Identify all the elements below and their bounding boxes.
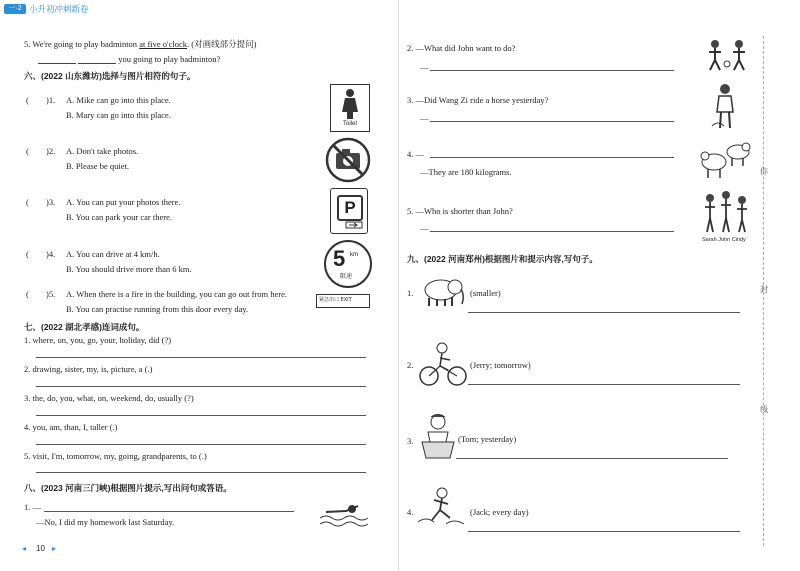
section-6-title: 六、(2022 山东潍坊)选择与图片相符的句子。 (24, 71, 196, 81)
two-kids-playing-image (703, 38, 753, 74)
q5-prev-question: 5. We're going to play badminton at five o'clock. (对画线部分提问) (24, 39, 257, 49)
option-b: B. You can practise running from this door every day. (66, 304, 249, 314)
header-title: 小升初冲刺新卷 (29, 5, 89, 15)
sec9-hint-1: (smaller) (470, 288, 501, 298)
sec7-item-5: 5. visit, I'm, tomorrow, my, going, grandparents, to (.) (24, 451, 207, 461)
paren-open: ( (26, 249, 29, 259)
answer-line[interactable] (36, 415, 366, 416)
boy-running-image (416, 486, 466, 526)
sec8-a2: — (420, 62, 429, 72)
sec8-q1: 1. — (24, 502, 41, 512)
answer-blank[interactable] (38, 54, 76, 64)
sec9-hint-2: (Jerry; tomorrow) (470, 360, 531, 370)
exit-sign-label: 紧急出口 EXIT (319, 297, 352, 303)
answer-line[interactable] (468, 384, 740, 385)
sec8-a5: — (420, 223, 429, 233)
option-b: B. You should drive more than 6 km. (66, 264, 192, 274)
sec8-q3: 3. —Did Wang Zi ride a horse yesterday? (407, 95, 549, 105)
sec8-q5: 5. —Who is shorter than John? (407, 206, 513, 216)
elephant-image (419, 276, 467, 308)
side-char-3: 线 (760, 405, 768, 414)
sec7-item-4: 4. you, am, than, I, taller (.) (24, 422, 118, 432)
answer-line[interactable] (44, 511, 294, 512)
exit-sign-image (316, 294, 370, 308)
q5-prev-answer: you going to play badminton? (38, 54, 220, 64)
sec9-num-2: 2. (407, 360, 414, 370)
option-a: A. Mike can go into this place. (66, 95, 171, 105)
parking-sign-image (330, 188, 368, 234)
paren-open: ( (26, 95, 29, 105)
page-number: 10 (36, 544, 45, 553)
sec7-item-3: 3. the, do, you, what, on, weekend, do, usually (?) (24, 393, 194, 403)
answer-blank[interactable] (78, 54, 116, 64)
woman-figure-icon (331, 85, 369, 121)
speed-limit-sub: 限速 (340, 273, 353, 280)
answer-line[interactable] (36, 386, 366, 387)
answer-line[interactable] (36, 472, 366, 473)
answer-line[interactable] (430, 231, 674, 232)
option-b: B. Please be quiet. (66, 161, 130, 171)
side-char-2: 封 (760, 285, 768, 294)
side-char-1: 你 (760, 167, 768, 176)
option-b: B. Mary can go into this place. (66, 110, 171, 120)
next-page-icon[interactable]: ▸ (52, 544, 57, 553)
toilet-label: Toilet (342, 121, 357, 127)
label-john: John (718, 237, 731, 243)
sec8-q2: 2. —What did John want to do? (407, 43, 516, 53)
item-number: )5. (46, 289, 56, 299)
people-labels (702, 237, 746, 243)
speed-limit-unit: km (350, 252, 358, 258)
item-number: )2. (46, 146, 56, 156)
label-cindy: Cindy (731, 237, 746, 243)
item-number: )1. (46, 95, 56, 105)
answer-line[interactable] (468, 312, 740, 313)
sheep-image (698, 138, 752, 182)
sec9-hint-3: (Tom; yesterday) (458, 434, 517, 444)
sec8-a3: — (420, 113, 429, 123)
option-a: A. Don't take photos. (66, 146, 139, 156)
sec7-item-2: 2. drawing, sister, my, is, picture, a (.) (24, 364, 153, 374)
item-number: )4. (46, 249, 56, 259)
girl-with-horse-image (708, 82, 742, 132)
no-photo-sign-icon (325, 137, 371, 183)
item-number: )3. (46, 197, 56, 207)
section-7-title: 七、(2022 湖北孝感)连词成句。 (24, 322, 145, 332)
paren-open: ( (26, 197, 29, 207)
answer-line[interactable] (36, 357, 366, 358)
three-people-image (700, 190, 752, 236)
section-8-title: 八、(2023 河南三门峡)根据图片提示,写出问句或答语。 (24, 483, 232, 493)
sec8-a1: —No, I did my homework last Saturday. (36, 517, 175, 527)
boy-washing-clothes-image (418, 412, 458, 462)
prev-page-icon[interactable]: ◂ (22, 544, 27, 553)
answer-line[interactable] (430, 70, 674, 71)
sec9-num-4: 4. (407, 507, 414, 517)
option-b: B. You can park your car there. (66, 212, 172, 222)
toilet-sign-image (330, 84, 370, 132)
sec8-a4: —They are 180 kilograms. (420, 167, 512, 177)
paren-open: ( (26, 289, 29, 299)
sec7-item-1: 1. where, on, you, go, your, holiday, did (?) (24, 335, 172, 345)
speed-limit-number: 5 (333, 246, 346, 271)
sec9-num-1: 1. (407, 288, 414, 298)
section-9-title: 九、(2022 河南郑州)根据图片和提示内容,写句子。 (407, 254, 598, 264)
answer-line[interactable] (430, 157, 674, 158)
speed-limit-sign-image (324, 240, 372, 288)
paren-open: ( (26, 146, 29, 156)
answer-line[interactable] (456, 458, 728, 459)
swimmer-image (318, 496, 370, 532)
page-divider (398, 0, 399, 571)
answer-line[interactable] (36, 444, 366, 445)
answer-line[interactable] (468, 531, 740, 532)
answer-line[interactable] (430, 121, 674, 122)
sec9-hint-4: (Jack; every day) (470, 507, 529, 517)
option-a: A. You can put your photos there. (66, 197, 181, 207)
sec8-q4: 4. — (407, 149, 424, 159)
sec9-num-3: 3. (407, 436, 414, 446)
right-arrow-icon (345, 220, 363, 230)
option-a: A. You can drive at 4 km/h. (66, 249, 160, 259)
label-sarah: Sarah (702, 237, 717, 243)
header-badge: 一·2 (4, 4, 26, 14)
boy-on-bike-image (418, 340, 468, 390)
parking-p-letter: P (337, 195, 363, 221)
option-a: A. When there is a fire in the building, you can go out from here. (66, 289, 288, 299)
